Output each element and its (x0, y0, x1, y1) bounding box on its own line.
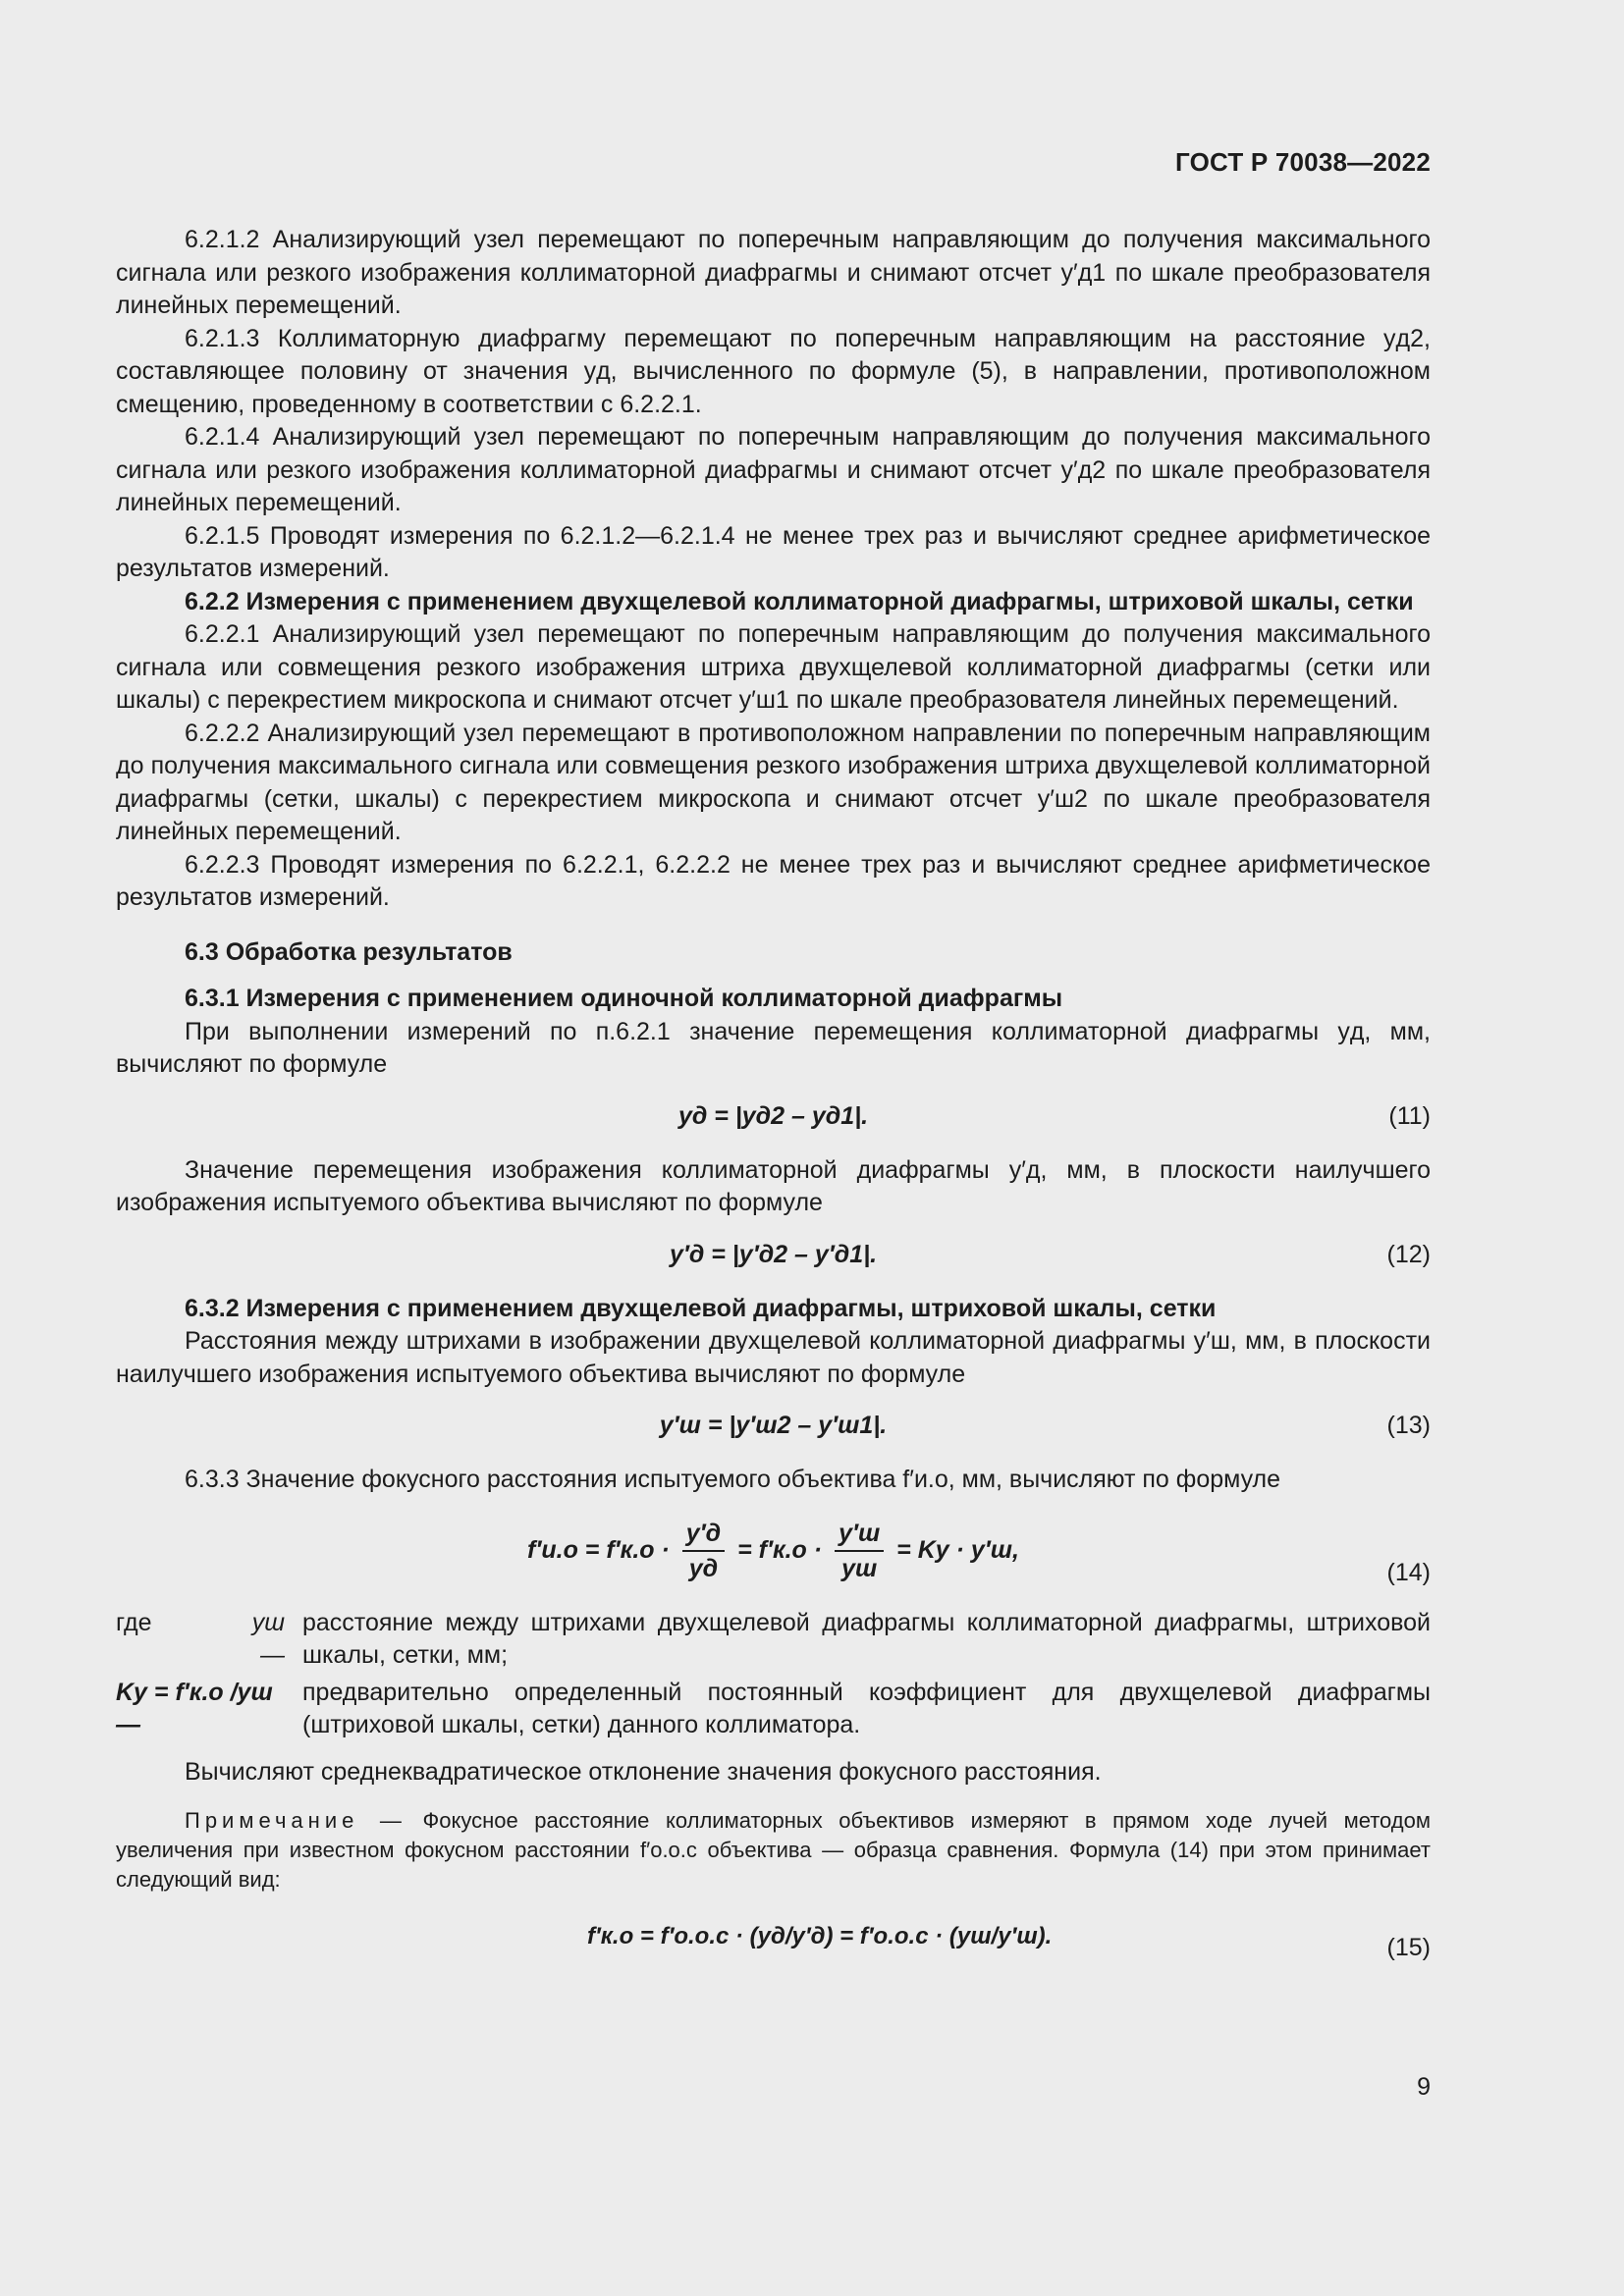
heading-6-3-1: 6.3.1 Измерения с применением одиночной коллиматорной диафрагмы (185, 985, 1063, 1012)
heading-6-3-2: 6.3.2 Измерения с применением двухщелевой диафрагмы, штриховой шкалы, сетки (185, 1294, 1217, 1322)
paragraph-6-3-2: Расстояния между штрихами в изображении двухщелевой коллиматорной диафрагмы y′ш, мм, в плоскости наилучшего изображения испытуемого объектива вычисляют по формуле (116, 1327, 1431, 1388)
heading-6-2-2: 6.2.2 Измерения с применением двухщелевой коллиматорной диафрагмы, штриховой шкалы, сетки (185, 587, 1414, 615)
formula-11-number: (11) (1388, 1101, 1431, 1130)
page-body (116, 224, 1431, 1963)
paragraph-6-2-1-2: 6.2.1.2 Анализирующий узел перемещают по поперечным направляющим до получения максимального сигнала или резкого изображения коллиматорной диафрагмы и снимают отсчет y′д1 по шкале преобразователя линейных перемещений. (116, 226, 1431, 319)
formula-11-expression: yд = |yд2 – yд1|. (677, 1101, 869, 1130)
fraction-1-denominator: yд (688, 1554, 719, 1582)
formula-14-fraction-1 (682, 1517, 725, 1585)
formula-12-expression: y′д = |y′д2 – y′д1|. (669, 1240, 878, 1268)
fraction-2-numerator: y′ш (835, 1517, 884, 1552)
note (116, 1806, 1431, 1895)
formula-14-rhs: = Kу · y′ш, (896, 1535, 1019, 1564)
formula-14-fraction-2 (835, 1517, 884, 1585)
formula-13 (116, 1409, 1431, 1442)
heading-6-3: 6.3 Обработка результатов (185, 937, 513, 966)
formula-14 (116, 1511, 1431, 1589)
paragraph-6-2-2-2: 6.2.2.2 Анализирующий узел перемещают в противоположном направлении по поперечным направляющим до получения максимального сигнала или совмещения резкого изображения штриха двухщелевой коллиматорной диафрагмы (сетки, шкалы) с перекрестием микроскопа и снимают отсчет y′ш2 по шкале преобразователя линейных перемещений. (116, 719, 1431, 845)
paragraph-6-3-1: При выполнении измерений по п.6.2.1 значение перемещения коллиматорной диафрагмы yд, мм, вычисляют по формуле (116, 1017, 1431, 1078)
formula-12 (116, 1238, 1431, 1271)
fraction-2-denominator: yш (841, 1554, 878, 1582)
definition-text: расстояние между штрихами двухщелевой диафрагмы коллиматорной диафрагмы, штриховой шкалы, сетки, мм; (302, 1608, 1431, 1669)
paragraph-6-2-1-4: 6.2.1.4 Анализирующий узел перемещают по поперечным направляющим до получения максимального сигнала или резкого изображения коллиматорной диафрагмы и снимают отсчет y′д2 по шкале преобразователя линейных перемещений. (116, 423, 1431, 516)
document-header: ГОСТ Р 70038—2022 (1175, 147, 1431, 177)
note-label: Примечание — (185, 1808, 406, 1833)
paragraph-sko: Вычисляют среднеквадратическое отклонение значения фокусного расстояния. (185, 1757, 1102, 1786)
paragraph-6-3-1-b: Значение перемещения изображения коллиматорной диафрагмы y′д, мм, в плоскости наилучшего изображения испытуемого объектива вычисляют по формуле (116, 1155, 1431, 1216)
formula-15-expression: f′к.о = f′о.о.с · (yд/y′д) = f′о.о.с · (yш/y′ш). (587, 1923, 1053, 1949)
page-number: 9 (1417, 2073, 1431, 2101)
formula-14-mid: = f′к.о · (737, 1535, 823, 1564)
formula-15 (116, 1920, 1431, 1963)
formula-13-number: (13) (1386, 1412, 1431, 1439)
formula-15-number: (15) (1386, 1934, 1431, 1961)
note-text: Фокусное расстояние коллиматорных объективов измеряют в прямом ходе лучей методом увеличения при известном фокусном расстоянии f′о.о.с объектива — образца сравнения. Формула (14) при этом принимает следующий вид: (116, 1808, 1431, 1892)
definition-symbol: yш — (251, 1608, 285, 1669)
paragraph-6-2-2-1: 6.2.2.1 Анализирующий узел перемещают по поперечным направляющим до получения максимального сигнала или совмещения резкого изображения штриха двухщелевой коллиматорной диафрагмы (сетки или шкалы) с перекрестием микроскопа и снимают отсчет y′ш1 по шкале преобразователя линейных перемещений. (116, 620, 1431, 714)
paragraph-6-3-3: 6.3.3 Значение фокусного расстояния испытуемого объектива f′и.о, мм, вычисляют по формуле (185, 1466, 1281, 1493)
definition-row (116, 1607, 1431, 1673)
formula-11 (116, 1099, 1431, 1133)
formula-13-expression: y′ш = |y′ш2 – y′ш1|. (659, 1412, 888, 1439)
fraction-1-numerator: y′д (682, 1517, 725, 1552)
formula-14-number: (14) (1386, 1558, 1431, 1586)
paragraph-6-2-1-3: 6.2.1.3 Коллиматорную диафрагму перемещают по поперечным направляющим на расстояние yд2, составляющее половину от значения yд, вычисленного по формуле (5), в направлении, противоположном смещению, проведенному в соответствии с 6.2.2.1. (116, 324, 1431, 418)
definitions-list (116, 1607, 1431, 1742)
formula-14-lhs: f′и.о = f′к.о · (527, 1535, 670, 1564)
definition-text: предварительно определенный постоянный коэффициент для двухщелевой диафрагмы (штриховой шкалы, сетки) данного коллиматора. (302, 1678, 1431, 1738)
definition-row (116, 1677, 1431, 1742)
where-label: где (116, 1608, 152, 1636)
paragraph-6-2-1-5: 6.2.1.5 Проводят измерения по 6.2.1.2—6.2.1.4 не менее трех раз и вычисляют среднее арифметическое результатов измерений. (116, 521, 1431, 582)
paragraph-6-2-2-3: 6.2.2.3 Проводят измерения по 6.2.2.1, 6.2.2.2 не менее трех раз и вычисляют среднее арифметическое результатов измерений. (116, 850, 1431, 911)
definition-symbol: Kу = f′к.о /yш — (116, 1678, 273, 1738)
formula-12-number: (12) (1386, 1240, 1431, 1268)
